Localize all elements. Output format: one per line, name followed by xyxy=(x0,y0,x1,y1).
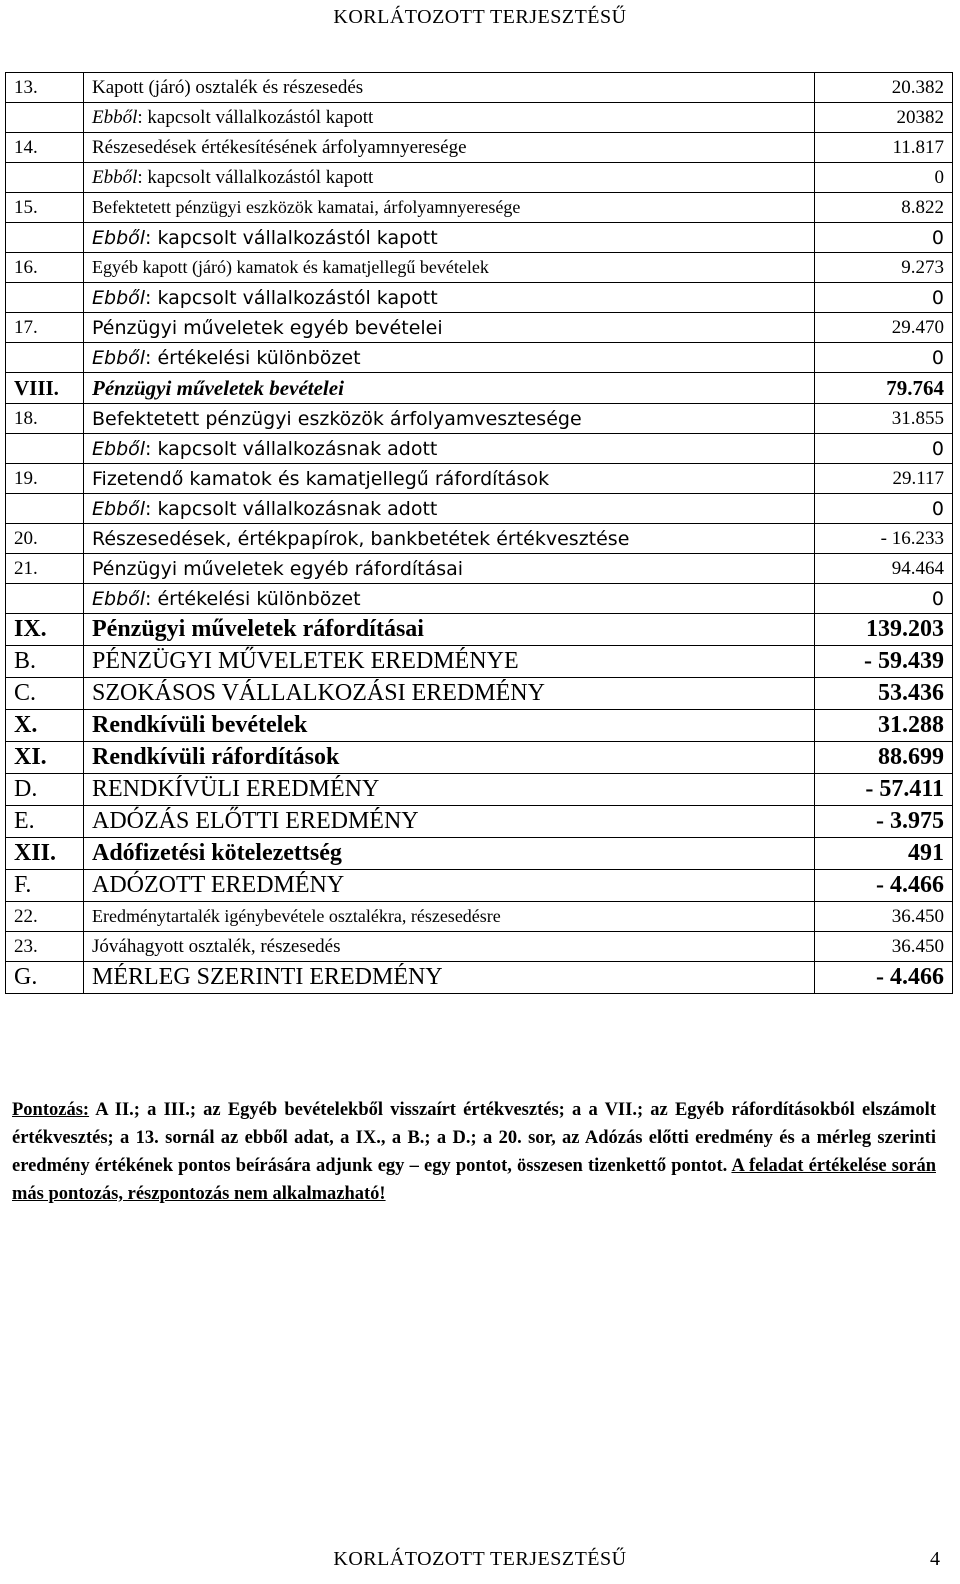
row-label: Jóváhagyott osztalék, részesedés xyxy=(84,932,815,962)
row-number: 23. xyxy=(6,932,84,962)
row-number xyxy=(6,343,84,373)
result-row xyxy=(6,806,953,838)
row-label: SZOKÁSOS VÁLLALKOZÁSI EREDMÉNY xyxy=(84,678,815,710)
row-number: D. xyxy=(6,774,84,806)
table-row xyxy=(6,404,953,434)
row-label-prefix: Ebből xyxy=(92,346,146,369)
row-label: ADÓZOTT EREDMÉNY xyxy=(84,870,815,902)
row-number: 17. xyxy=(6,313,84,343)
table-row xyxy=(6,163,953,193)
row-label-text: : kapcsolt vállalkozástól kapott xyxy=(137,166,374,188)
row-value: 31.855 xyxy=(815,404,953,434)
row-label-prefix: Ebből xyxy=(92,437,146,460)
scoring-instructions xyxy=(12,1096,936,1208)
row-value: 0 xyxy=(815,434,953,464)
table-row xyxy=(6,343,953,373)
row-label-text: : értékelési különbözet xyxy=(145,587,361,610)
row-label xyxy=(84,494,815,524)
row-label: Egyéb kapott (járó) kamatok és kamatjellegű bevételek xyxy=(84,253,815,283)
row-label: Részesedések, értékpapírok, bankbetétek értékvesztése xyxy=(84,524,815,554)
row-label-text: : kapcsolt vállalkozástól kapott xyxy=(145,286,438,309)
row-value: - 4.466 xyxy=(815,962,953,994)
row-number: XI. xyxy=(6,742,84,774)
page-number: 4 xyxy=(930,1548,940,1570)
row-value: 11.817 xyxy=(815,133,953,163)
row-label-prefix: Ebből xyxy=(92,166,138,188)
row-value: - 59.439 xyxy=(815,646,953,678)
row-label: Pénzügyi műveletek ráfordításai xyxy=(84,614,815,646)
row-number xyxy=(6,584,84,614)
income-statement-table xyxy=(5,72,953,994)
row-value: 0 xyxy=(815,283,953,313)
restriction-header: KORLÁTOZOTT TERJESZTÉSŰ xyxy=(333,6,627,28)
row-value: 31.288 xyxy=(815,710,953,742)
row-number xyxy=(6,283,84,313)
row-number: B. xyxy=(6,646,84,678)
result-row xyxy=(6,678,953,710)
row-label-text: : értékelési különbözet xyxy=(145,346,361,369)
row-value: 9.273 xyxy=(815,253,953,283)
row-label: Befektetett pénzügyi eszközök árfolyamvesztesége xyxy=(84,404,815,434)
row-label: Pénzügyi műveletek bevételei xyxy=(84,373,815,404)
subtotal-row xyxy=(6,614,953,646)
table-row xyxy=(6,133,953,163)
subtotal-row xyxy=(6,838,953,870)
row-value: 53.436 xyxy=(815,678,953,710)
table-row xyxy=(6,283,953,313)
table-row xyxy=(6,434,953,464)
row-value: - 4.466 xyxy=(815,870,953,902)
row-number: G. xyxy=(6,962,84,994)
row-label-prefix: Ebből xyxy=(92,587,146,610)
row-value: 0 xyxy=(815,163,953,193)
row-label-prefix: Ebből xyxy=(92,226,146,249)
row-label: MÉRLEG SZERINTI EREDMÉNY xyxy=(84,962,815,994)
row-number: 16. xyxy=(6,253,84,283)
row-value: 79.764 xyxy=(815,373,953,404)
row-value: 0 xyxy=(815,343,953,373)
table-row xyxy=(6,524,953,554)
row-number xyxy=(6,434,84,464)
row-number xyxy=(6,163,84,193)
row-number: E. xyxy=(6,806,84,838)
row-label-text: : kapcsolt vállalkozástól kapott xyxy=(145,226,438,249)
row-label xyxy=(84,283,815,313)
row-value: - 16.233 xyxy=(815,524,953,554)
table-row xyxy=(6,902,953,932)
subtotal-row xyxy=(6,373,953,404)
row-number: 19. xyxy=(6,464,84,494)
row-number: 20. xyxy=(6,524,84,554)
row-number: 15. xyxy=(6,193,84,223)
row-label-prefix: Ebből xyxy=(92,106,138,128)
row-label: Rendkívüli ráfordítások xyxy=(84,742,815,774)
table-row xyxy=(6,584,953,614)
row-label: RENDKÍVÜLI EREDMÉNY xyxy=(84,774,815,806)
row-value: 29.117 xyxy=(815,464,953,494)
row-label xyxy=(84,163,815,193)
result-row xyxy=(6,646,953,678)
row-label: ADÓZÁS ELŐTTI EREDMÉNY xyxy=(84,806,815,838)
row-value: - 3.975 xyxy=(815,806,953,838)
row-label-text: : kapcsolt vállalkozásnak adott xyxy=(145,437,438,460)
row-value: 94.464 xyxy=(815,554,953,584)
row-number: C. xyxy=(6,678,84,710)
table-row xyxy=(6,313,953,343)
row-number: 18. xyxy=(6,404,84,434)
row-number xyxy=(6,494,84,524)
scoring-restriction: A feladat értékelése során más pontozás, részpontozás nem alkalmazható! xyxy=(12,1156,936,1204)
row-number: 22. xyxy=(6,902,84,932)
row-label: Fizetendő kamatok és kamatjellegű ráfordítások xyxy=(84,464,815,494)
subtotal-row xyxy=(6,710,953,742)
table-row xyxy=(6,73,953,103)
row-label xyxy=(84,223,815,253)
table-row xyxy=(6,464,953,494)
row-label xyxy=(84,103,815,133)
row-label xyxy=(84,343,815,373)
row-value: 36.450 xyxy=(815,932,953,962)
row-number: X. xyxy=(6,710,84,742)
row-label-prefix: Ebből xyxy=(92,497,146,520)
row-label-prefix: Ebből xyxy=(92,286,146,309)
table-row xyxy=(6,193,953,223)
row-value: - 57.411 xyxy=(815,774,953,806)
row-value: 0 xyxy=(815,584,953,614)
result-row xyxy=(6,962,953,994)
row-value: 0 xyxy=(815,223,953,253)
row-number: XII. xyxy=(6,838,84,870)
row-number xyxy=(6,223,84,253)
row-label: PÉNZÜGYI MŰVELETEK EREDMÉNYE xyxy=(84,646,815,678)
table-row xyxy=(6,103,953,133)
result-row xyxy=(6,774,953,806)
row-label: Pénzügyi műveletek egyéb ráfordításai xyxy=(84,554,815,584)
row-value: 0 xyxy=(815,494,953,524)
row-number: F. xyxy=(6,870,84,902)
row-value: 36.450 xyxy=(815,902,953,932)
scoring-lead: Pontozás: xyxy=(12,1100,90,1120)
row-value: 20382 xyxy=(815,103,953,133)
row-label: Eredménytartalék igénybevétele osztalékra, részesedésre xyxy=(84,902,815,932)
row-value: 20.382 xyxy=(815,73,953,103)
table-row xyxy=(6,554,953,584)
subtotal-row xyxy=(6,742,953,774)
table-row xyxy=(6,494,953,524)
row-label: Részesedések értékesítésének árfolyamnyeresége xyxy=(84,133,815,163)
row-label: Rendkívüli bevételek xyxy=(84,710,815,742)
row-number: VIII. xyxy=(6,373,84,404)
restriction-footer: KORLÁTOZOTT TERJESZTÉSŰ xyxy=(333,1548,627,1570)
result-row xyxy=(6,870,953,902)
row-label xyxy=(84,584,815,614)
row-value: 491 xyxy=(815,838,953,870)
row-label: Pénzügyi műveletek egyéb bevételei xyxy=(84,313,815,343)
row-value: 8.822 xyxy=(815,193,953,223)
table-row xyxy=(6,932,953,962)
row-number xyxy=(6,103,84,133)
row-number: 21. xyxy=(6,554,84,584)
scoring-body: A II.; a III.; az Egyéb bevételekből visszaírt értékvesztés; a a VII.; az Egyéb ráfordításokból elszámolt értékvesztés; a 13. sornál az ebből adat, a IX., a B.; a D.; a 20. sor, az Adózás előtti eredmény és a mérleg szerinti eredmény értékének pontos beírására adjunk egy – egy pontot, összesen tizenkettő pontot. xyxy=(12,1100,936,1176)
row-number: IX. xyxy=(6,614,84,646)
row-number: 14. xyxy=(6,133,84,163)
row-label-text: : kapcsolt vállalkozásnak adott xyxy=(145,497,438,520)
row-label: Kapott (járó) osztalék és részesedés xyxy=(84,73,815,103)
row-value: 88.699 xyxy=(815,742,953,774)
row-value: 29.470 xyxy=(815,313,953,343)
table-row xyxy=(6,253,953,283)
row-number: 13. xyxy=(6,73,84,103)
row-label xyxy=(84,434,815,464)
row-label-text: : kapcsolt vállalkozástól kapott xyxy=(137,106,374,128)
table-row xyxy=(6,223,953,253)
row-value: 139.203 xyxy=(815,614,953,646)
row-label: Adófizetési kötelezettség xyxy=(84,838,815,870)
row-label: Befektetett pénzügyi eszközök kamatai, árfolyamnyeresége xyxy=(84,193,815,223)
